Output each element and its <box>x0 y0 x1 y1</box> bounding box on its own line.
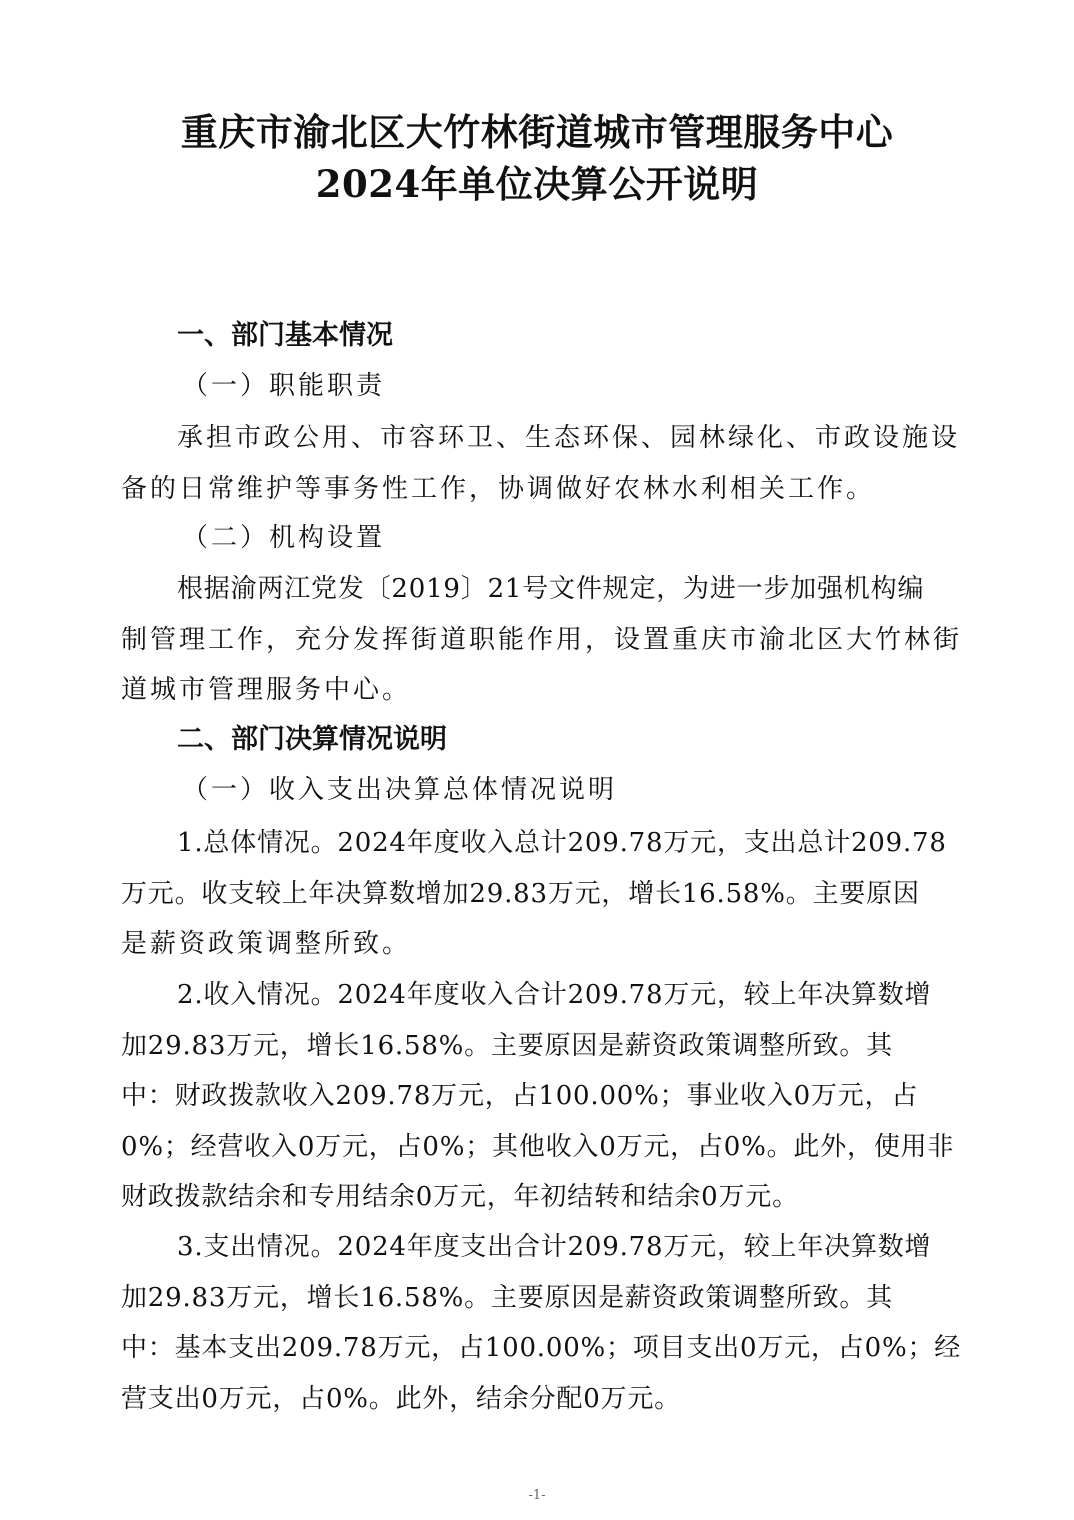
paragraph-line: 根据渝两江党发〔2019〕21号文件规定，为进一步加强机构编 <box>177 574 925 604</box>
paragraph-line: 中：基本支出209.78万元，占100.00%；项目支出0万元，占0%；经 <box>121 1333 962 1364</box>
expenditure-paragraph <box>121 1222 962 1424</box>
paragraph-line: 是薪资政策调整所致。 <box>121 929 412 960</box>
paragraph-line: 加29.83万元，增长16.58%。主要原因是薪资政策调整所致。其 <box>121 1030 893 1061</box>
section-1-sub-1-heading: （一）职能职责 <box>182 371 386 401</box>
document-title-line-1: 重庆市渝北区大竹林街道城市管理服务中心 <box>180 110 894 154</box>
page-number: -1- <box>528 1488 546 1503</box>
paragraph-line: 加29.83万元，增长16.58%。主要原因是薪资政策调整所致。其 <box>121 1282 893 1313</box>
section-1-heading: 一、部门基本情况 <box>177 320 393 351</box>
paragraph-line: 3.支出情况。2024年度支出合计209.78万元，较上年决算数增 <box>177 1232 932 1262</box>
organization-paragraph <box>121 564 963 716</box>
section-2-heading: 二、部门决算情况说明 <box>177 724 447 755</box>
section-2-sub-1-heading: （一）收入支出决算总体情况说明 <box>182 775 618 805</box>
paragraph-line: 承担市政公用、市容环卫、生态环保、园林绿化、市政设施设 <box>177 423 961 453</box>
income-paragraph <box>121 970 957 1223</box>
paragraph-line: 万元。收支较上年决算数增加29.83万元，增长16.58%。主要原因 <box>121 878 920 909</box>
paragraph-line: 备的日常维护等事务性工作，协调做好农林水利相关工作。 <box>121 473 876 504</box>
duties-paragraph <box>121 413 961 514</box>
section-1-sub-2-heading: （二）机构设置 <box>182 523 386 553</box>
paragraph-line: 制管理工作，充分发挥街道职能作用，设置重庆市渝北区大竹林街 <box>121 624 963 655</box>
paragraph-line: 道城市管理服务中心。 <box>121 675 412 706</box>
paragraph-line: 营支出0万元，占0%。此外，结余分配0万元。 <box>121 1383 681 1414</box>
paragraph-line: 中：财政拨款收入209.78万元，占100.00%；事业收入0万元，占 <box>121 1081 919 1112</box>
paragraph-line: 0%；经营收入0万元，占0%；其他收入0万元，占0%。此外，使用非 <box>121 1131 955 1162</box>
paragraph-line: 财政拨款结余和专用结余0万元，年初结转和结余0万元。 <box>121 1182 799 1213</box>
paragraph-line: 2.收入情况。2024年度收入合计209.78万元，较上年决算数增 <box>177 980 932 1010</box>
paragraph-line: 1.总体情况。2024年度收入总计209.78万元，支出总计209.78 <box>177 828 947 858</box>
document-title-line-2: 2024年单位决算公开说明 <box>315 162 759 206</box>
overall-paragraph <box>121 818 957 970</box>
